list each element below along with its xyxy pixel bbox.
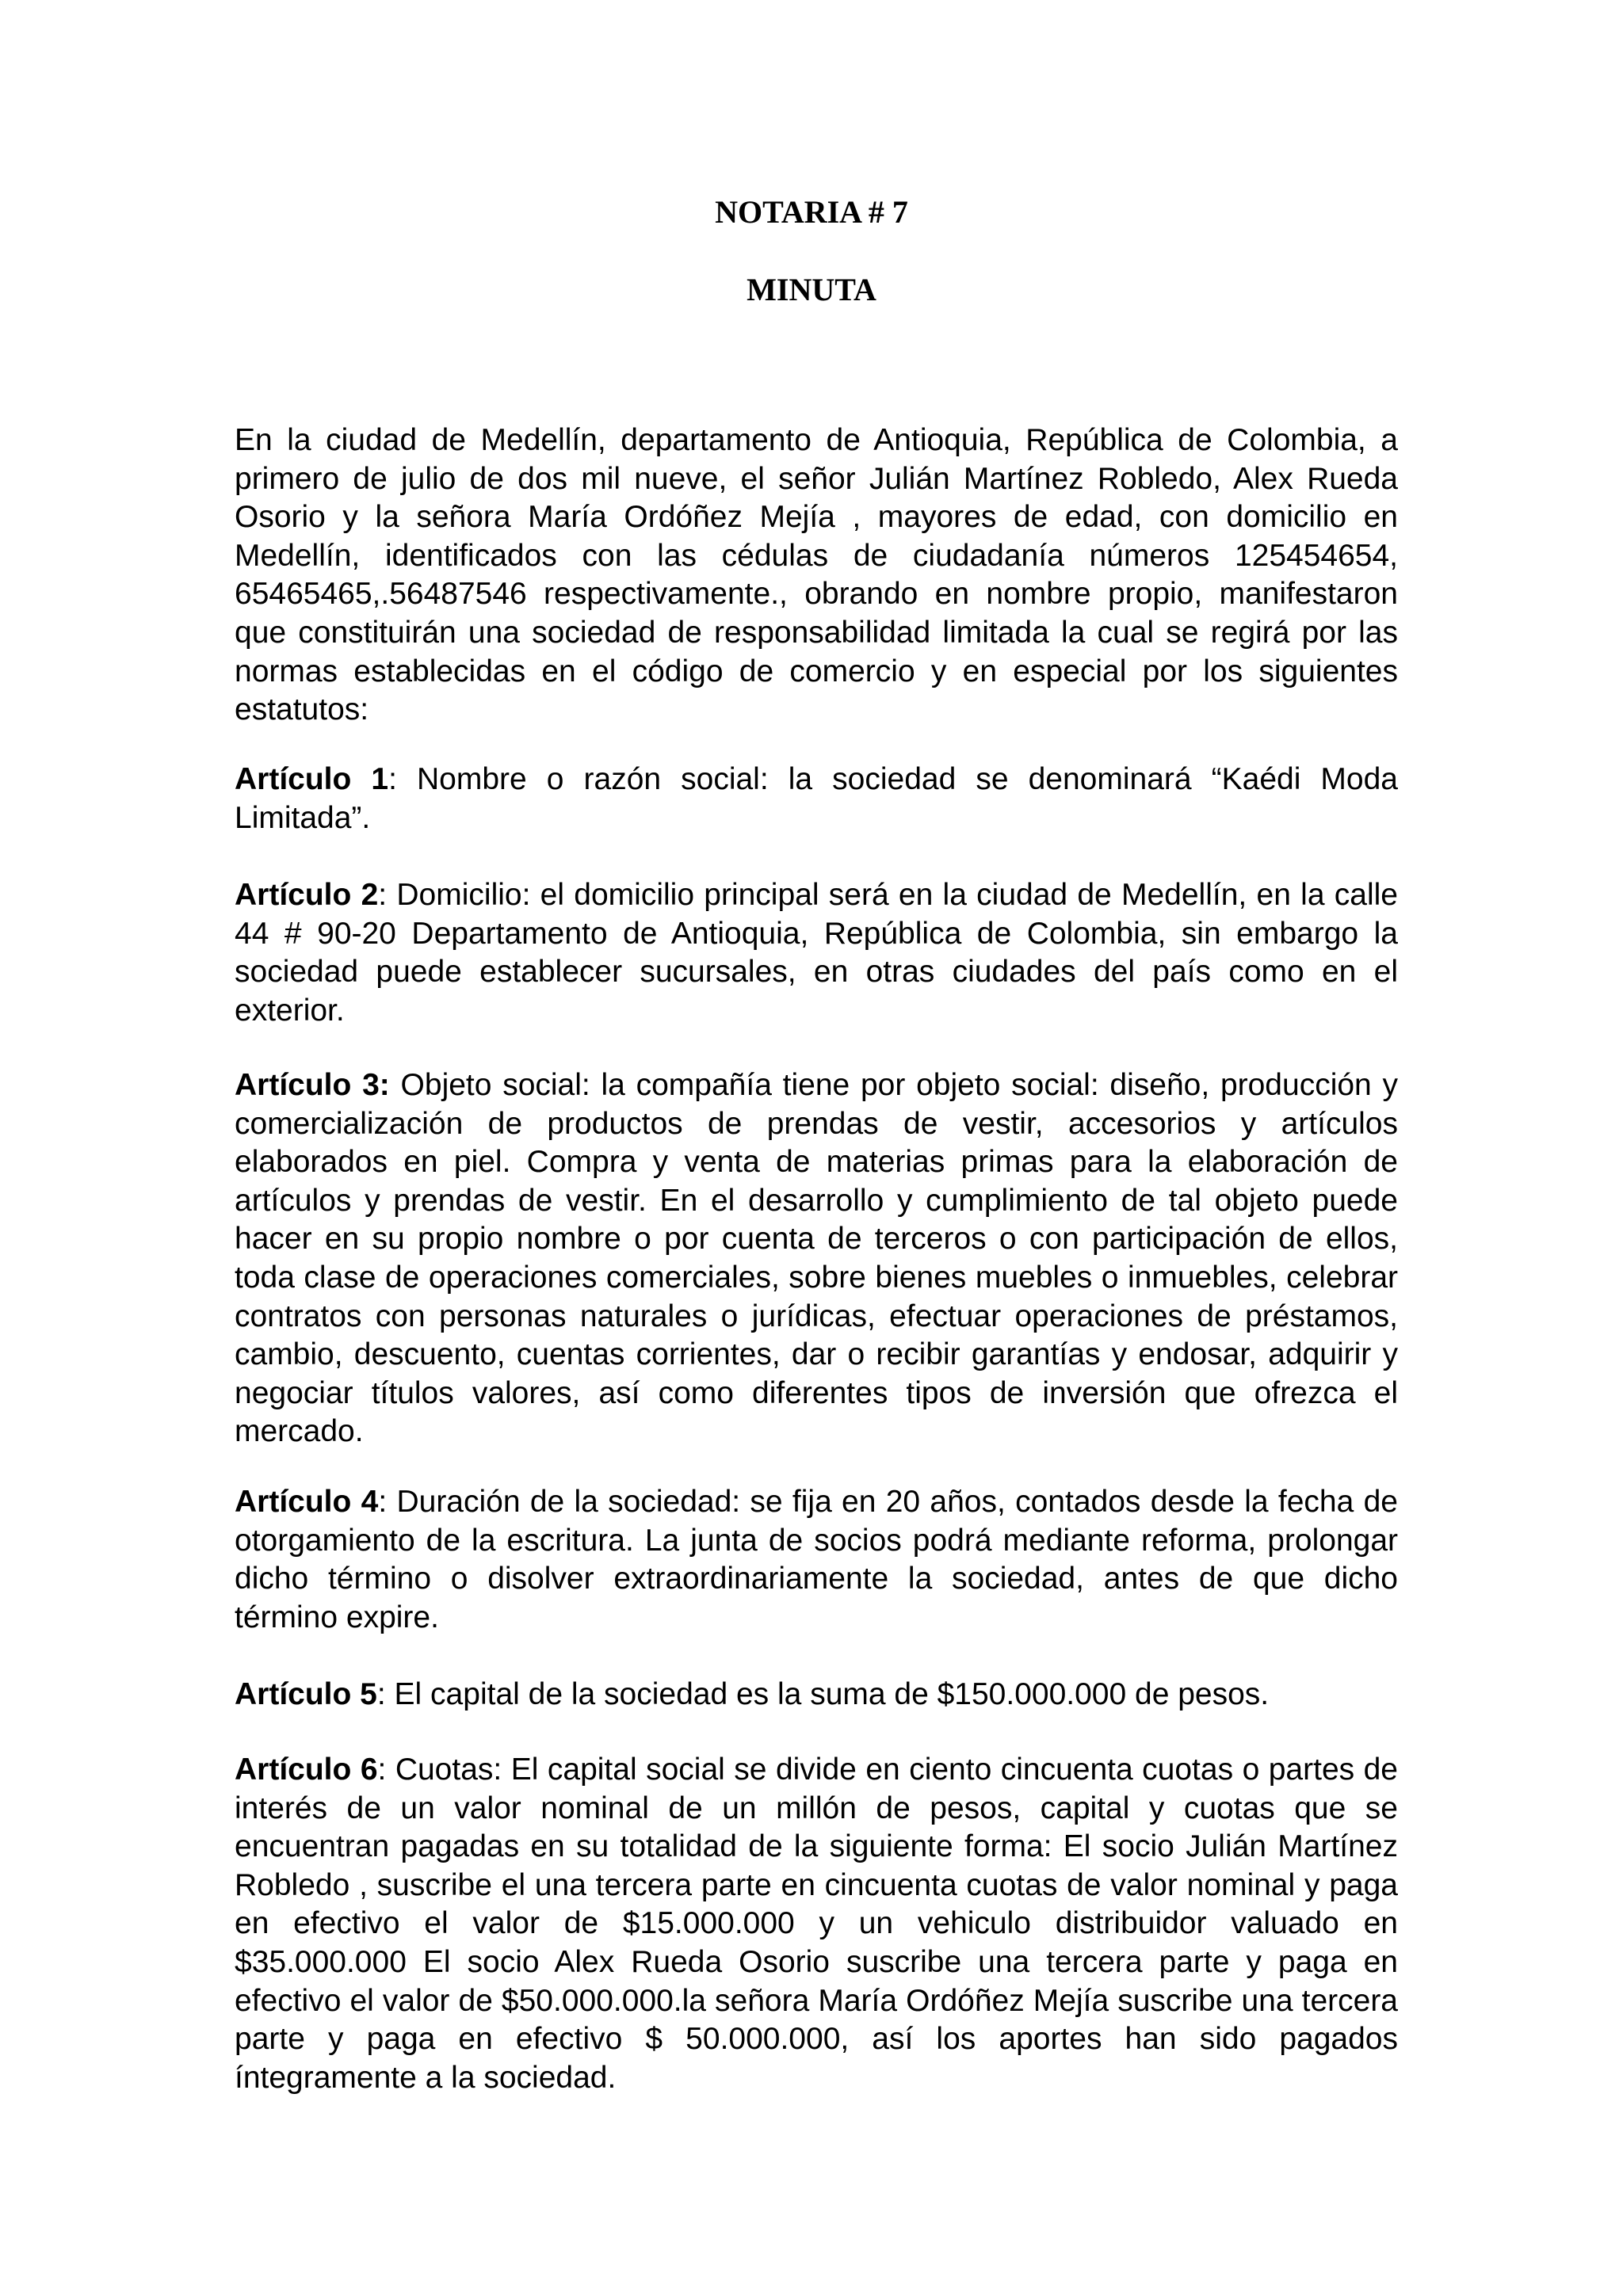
- article-5-text: : El capital de la sociedad es la suma de $150.000.000 de pesos.: [376, 1677, 1270, 1711]
- article-4-text: : Duración de la sociedad: se fija en 20 años, contados desde la fecha de otorgamiento de la escritura. La junta de socios podrá mediante reforma, prolongar dicho término o disolver extraordinariamente la sociedad, antes de que dicho término expire.: [235, 1485, 1398, 1634]
- document-type-heading: MINUTA: [747, 272, 876, 307]
- article-4-label: Artículo 4: [235, 1485, 379, 1519]
- article-3-label: Artículo 3:: [235, 1068, 390, 1102]
- intro-paragraph: En la ciudad de Medellín, departamento de Antioquia, República de Colombia, a primero de julio de dos mil nueve, el señor Julián Martínez Robledo, Alex Rueda Osorio y la señora María Ordóñez Mejía , mayores de edad, con domicilio en Medellín, identificados con las cédulas de ciudadanía números 125454654, 65465465,.56487546 respectivamente., obrando en nombre propio, manifestaron que constituirán una sociedad de responsabilidad limitada la cual se regirá por las normas establecidas en el código de comercio y en especial por los siguientes estatutos:: [235, 423, 1398, 727]
- article-1-text: : Nombre o razón social: la sociedad se denominará “Kaédi Moda Limitada”.: [235, 762, 1398, 835]
- article-5-label: Artículo 5: [235, 1677, 377, 1711]
- article-3: [235, 1066, 1398, 1451]
- article-3-text: Objeto social: la compañía tiene por objeto social: diseño, producción y comercialización de productos de prendas de vestir, accesorios y artículos elaborados en piel. Compra y venta de materias primas para la elaboración de artículos y prendas de vestir. En el desarrollo y cumplimiento de tal objeto puede hacer en su propio nombre o por cuenta de terceros o con participación de ellos, toda clase de operaciones comerciales, sobre bienes muebles o inmuebles, celebrar contratos con personas naturales o jurídicas, efectuar operaciones de préstamos, cambio, descuento, cuentas corrientes, dar o recibir garantías y endosar, adquirir y negociar títulos valores, así como diferentes tipos de inversión que ofrezca el mercado.: [235, 1068, 1398, 1449]
- article-2-label: Artículo 2: [235, 878, 379, 912]
- article-1-label: Artículo 1: [235, 762, 389, 796]
- notary-heading: NOTARIA # 7: [715, 194, 908, 230]
- article-5: [235, 1676, 1398, 1714]
- article-1: [235, 761, 1398, 837]
- article-2: [235, 876, 1398, 1030]
- article-4: [235, 1483, 1398, 1637]
- article-6-text: : Cuotas: El capital social se divide en ciento cincuenta cuotas o partes de interés de un valor nominal de un millón de pesos, capital y cuotas que se encuentran pagadas en su totalidad de la siguiente forma: El socio Julián Martínez Robledo , suscribe el una tercera parte en cincuenta cuotas de valor nominal y paga en efectivo el valor de $15.000.000 y un vehiculo distribuidor valuado en $35.000.000 El socio Alex Rueda Osorio suscribe una tercera parte y paga en efectivo el valor de $50.000.000.la señora María Ordóñez Mejía suscribe una tercera parte y paga en efectivo $ 50.000.000, así los aportes han sido pagados íntegramente a la sociedad.: [235, 1753, 1398, 2095]
- article-6-label: Artículo 6: [235, 1753, 378, 1787]
- article-2-text: : Domicilio: el domicilio principal será en la ciudad de Medellín, en la calle 44 # 90-20 Departamento de Antioquia, República de Colombia, sin embargo la sociedad puede establecer sucursales, en otras ciudades del país como en el exterior.: [235, 878, 1398, 1028]
- article-6: [235, 1751, 1398, 2097]
